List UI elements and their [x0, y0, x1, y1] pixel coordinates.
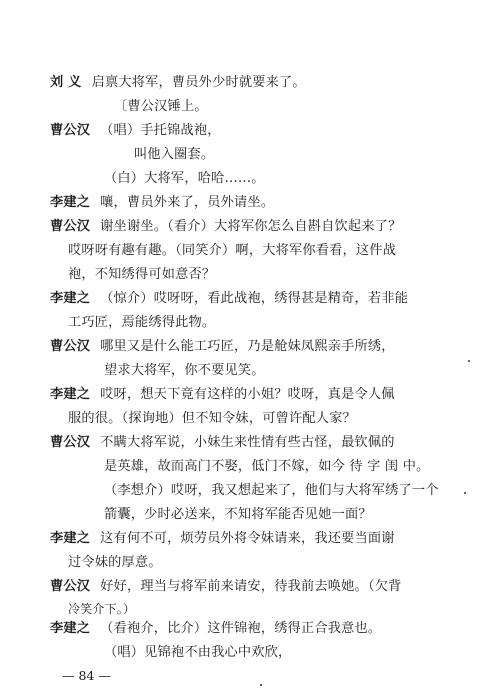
continuation-line — [104, 644, 291, 662]
speaker-name: 曹公汉 — [50, 339, 91, 354]
continuation-line — [104, 506, 372, 524]
continuation-line — [68, 314, 215, 332]
dialogue-line — [50, 386, 395, 404]
line-text: （惊介）哎呀呀，看此战袍，绣得甚是精奇，若非能 — [100, 291, 409, 306]
dialogue-line — [50, 578, 401, 596]
speaker-name: 曹公汉 — [50, 579, 91, 594]
speaker-name: 曹公汉 — [50, 435, 91, 450]
line-text: 启禀大将军，曹员外少时就要来了。 — [91, 75, 306, 90]
speaker-name: 李建之 — [50, 291, 91, 306]
line-text: 望求大将军，你不要见笑。 — [104, 363, 265, 378]
line-text: 是英雄，故而高门不娶，低门不嫁，如今 待 字 闺 中。 — [104, 459, 430, 474]
continuation-line — [104, 458, 429, 476]
line-text: 不瞒大将军说，小妹生来性情有些古怪，最钦佩的 — [100, 435, 395, 450]
continuation-line — [104, 170, 265, 188]
scan-speck — [468, 360, 470, 362]
dialogue-line — [50, 290, 408, 308]
dialogue-line — [50, 122, 221, 140]
line-text: （唱）手托锦战袍， — [100, 123, 221, 138]
continuation-line — [104, 362, 265, 380]
line-text: 叫他入圈套。 — [134, 147, 215, 162]
scan-speck — [260, 684, 262, 686]
scan-speck — [464, 492, 466, 494]
speaker-name: 李建之 — [50, 531, 91, 546]
line-text: （看袍介，比介）这件锦袍，绣得正合我意也。 — [100, 621, 382, 636]
line-text: 〔曹公汉锤上。 — [114, 99, 208, 114]
line-text: （李想介）哎呀，我又想起来了，他们与大将军绣了一个 — [104, 483, 439, 498]
continuation-line — [68, 242, 396, 260]
page-number: — 84 — — [62, 668, 111, 683]
continuation-line — [104, 482, 439, 500]
line-text: 哎呀，想天下竟有这样的小姐？哎呀，真是令人佩 — [100, 387, 395, 402]
line-text: 谢坐谢坐。（看介）大将军你怎么自斟自饮起来了？ — [100, 219, 402, 234]
line-text: （唱）见锦袍不由我心中欢欣， — [104, 645, 292, 660]
line-text: 这有何不可，烦劳员外将令妹请来，我还要当面谢 — [100, 531, 395, 546]
dialogue-line — [50, 194, 274, 212]
speaker-name: 李建之 — [50, 195, 91, 210]
line-text: 过令妹的厚意。 — [68, 555, 162, 570]
dialogue-line — [50, 74, 306, 92]
line-text: （白）大将军，哈哈……。 — [104, 171, 265, 186]
dialogue-line — [50, 620, 381, 638]
stage-direction — [114, 98, 208, 116]
continuation-line — [134, 146, 214, 164]
continuation-line — [68, 410, 356, 428]
line-text: 工巧匠，焉能绣得此物。 — [68, 315, 216, 330]
line-text: 袍，不知绣得可如意否？ — [68, 267, 216, 282]
line-text: 嚷，曹员外来了，员外请坐。 — [100, 195, 275, 210]
line-text: 冷笑介下。） — [68, 602, 136, 616]
line-text: 箭囊，少时必送来，不知将军能否见她一面？ — [104, 507, 372, 522]
line-text: 哪里又是什么能工巧匠，乃是舱妹凤熙亲手所绣， — [100, 339, 395, 354]
continuation-line — [68, 600, 135, 618]
line-text: 服的很。（探询地）但不知令妹，可曾许配人家？ — [68, 411, 356, 426]
dialogue-line — [50, 434, 395, 452]
continuation-line — [68, 266, 215, 284]
dialogue-line — [50, 338, 395, 356]
speaker-name: 李建之 — [50, 387, 91, 402]
speaker-name: 刘 义 — [50, 75, 82, 90]
speaker-name: 曹公汉 — [50, 123, 91, 138]
speaker-name: 李建之 — [50, 621, 91, 636]
dialogue-line — [50, 530, 395, 548]
continuation-line — [68, 554, 162, 572]
line-text: 好好，理当与将军前来请安，待我前去唤她。（欠背 — [100, 579, 402, 594]
line-text: 哎呀呀有趣有趣。（同笑介）啊，大将军你看看，这件战 — [68, 243, 397, 258]
speaker-name: 曹公汉 — [50, 219, 91, 234]
dialogue-line — [50, 218, 401, 236]
